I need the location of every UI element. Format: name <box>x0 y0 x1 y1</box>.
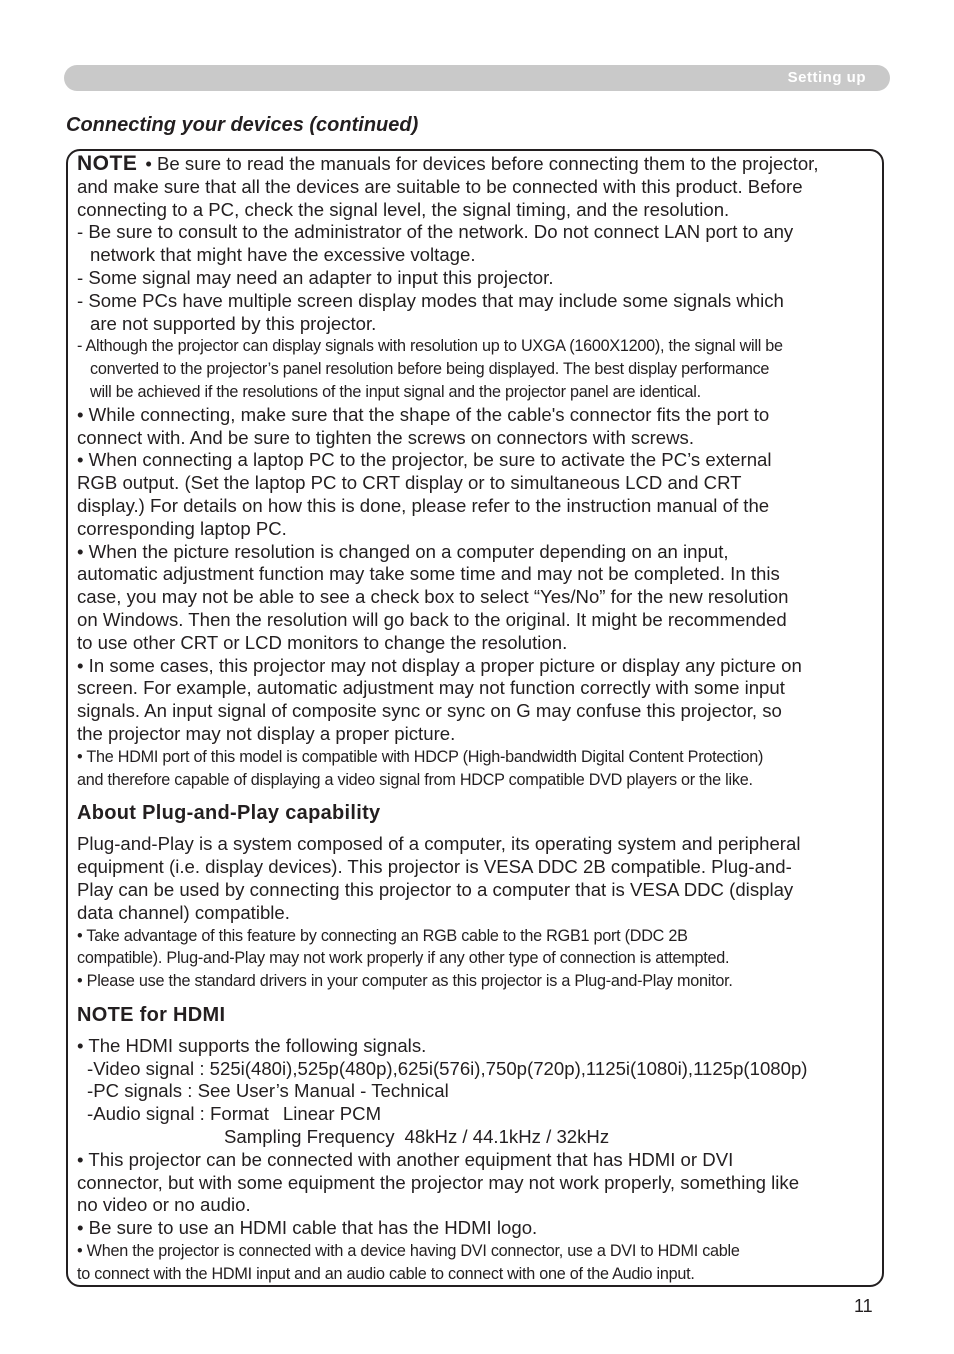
pnp-body-line: Play can be used by connecting this projector to a computer that is VESA DDC (display <box>77 878 794 900</box>
pnp-small-line: • Please use the standard drivers in your computer as this projector is a Plug-and-Play monitor. <box>77 972 733 991</box>
hdmi-bullet-line: connector, but with some equipment the projector may not work properly, something like <box>77 1171 800 1193</box>
hdmi-small-line: • When the projector is connected with a device having DVI connector, use a DVI to HDMI cable <box>77 1242 740 1261</box>
pnp-small-line: compatible). Plug-and-Play may not work properly if any other type of connection is attempted. <box>77 949 730 968</box>
pnp-body-line: data channel) compatible. <box>77 901 290 923</box>
page-number: 11 <box>854 1296 873 1316</box>
bullet-line: display.) For details on how this is done, please refer to the instruction manual of the <box>77 494 770 516</box>
bullet-line: corresponding laptop PC. <box>77 517 287 539</box>
dash-item-cont: network that might have the excessive voltage. <box>90 244 476 266</box>
bullet-line: • When the picture resolution is changed on a computer depending on an input, <box>77 540 729 562</box>
hdmi-sampling: Sampling Frequency 48kHz / 44.1kHz / 32kHz <box>224 1126 610 1148</box>
dash-small-line: - Although the projector can display signals with resolution up to UXGA (1600X1200), the signal will be <box>77 337 783 356</box>
bullet-line: on Windows. Then the resolution will go back to the original. It might be recommended <box>77 608 787 630</box>
note-content <box>77 153 881 1286</box>
bullet-line: • While connecting, make sure that the shape of the cable's connector fits the port to <box>77 403 770 425</box>
bullet-line: automatic adjustment function may take some time and may not be completed. In this <box>77 563 780 585</box>
page-title: Connecting your devices (continued) <box>66 114 419 136</box>
hdmi-bullet-line: no video or no audio. <box>77 1194 251 1216</box>
bullet-line: signals. An input signal of composite sync or sync on G may confuse this projector, so <box>77 700 782 722</box>
hdmi-note-small: • The HDMI port of this model is compatible with HDCP (High-bandwidth Digital Content Protection) <box>77 747 764 766</box>
dash-small-line: will be achieved if the resolutions of the input signal and the projector panel are identical. <box>90 382 701 401</box>
dash-small-line: converted to the projector’s panel resolution before being displayed. The best display performance <box>90 360 770 379</box>
hdmi-pc-signals: -PC signals : See User’s Manual - Technical <box>87 1080 449 1102</box>
pnp-body-line: Plug-and-Play is a system composed of a computer, its operating system and peripheral <box>77 833 801 855</box>
hdmi-bullet-line: • This projector can be connected with another equipment that has HDMI or DVI <box>77 1148 734 1170</box>
hdmi-audio-signal: -Audio signal : Format Linear PCM <box>87 1103 382 1125</box>
hdmi-bullet-line: • Be sure to use an HDMI cable that has the HDMI logo. <box>77 1217 538 1239</box>
bullet-line: case, you may not be able to see a check box to select “Yes/No” for the new resolution <box>77 586 789 608</box>
hdmi-note-small: and therefore capable of displaying a video signal from HDCP compatible DVD players or the like. <box>77 770 753 789</box>
hdmi-small-line: to connect with the HDMI input and an audio cable to connect with one of the Audio input. <box>77 1264 695 1283</box>
bullet-line: the projector may not display a proper picture. <box>77 722 456 744</box>
bullet-line: RGB output. (Set the laptop PC to CRT display or to simultaneous LCD and CRT <box>77 472 742 494</box>
dash-item: - Some PCs have multiple screen display modes that may include some signals which <box>77 289 784 311</box>
bullet-line: screen. For example, automatic adjustment may not function correctly with some input <box>77 677 785 699</box>
bullet-line: • In some cases, this projector may not display a proper picture or display any picture on <box>77 654 802 676</box>
pnp-body-line: equipment (i.e. display devices). This projector is VESA DDC 2B compatible. Plug-and- <box>77 856 792 878</box>
bullet-line: to use other CRT or LCD monitors to change the resolution. <box>77 631 568 653</box>
note-intro-line: connecting to a PC, check the signal level, the signal timing, and the resolution. <box>77 198 730 220</box>
hdmi-heading: NOTE for HDMI <box>77 1003 226 1026</box>
bullet-line: connect with. And be sure to tighten the screws on connectors with screws. <box>77 426 695 448</box>
dash-item: - Some signal may need an adapter to input this projector. <box>77 266 554 288</box>
note-intro-line: NOTE • Be sure to read the manuals for devices before connecting them to the projector, <box>77 152 819 175</box>
hdmi-supports: • The HDMI supports the following signals. <box>77 1034 427 1056</box>
bullet-line: • When connecting a laptop PC to the projector, be sure to activate the PC’s external <box>77 449 772 471</box>
note-intro-line: and make sure that all the devices are suitable to be connected with this product. Before <box>77 175 803 197</box>
pnp-small-line: • Take advantage of this feature by connecting an RGB cable to the RGB1 port (DDC 2B <box>77 926 688 945</box>
pnp-heading: About Plug-and-Play capability <box>77 802 381 825</box>
dash-item: - Be sure to consult to the administrator of the network. Do not connect LAN port to any <box>77 221 794 243</box>
section-label: Setting up <box>787 69 866 86</box>
header-bar <box>64 65 890 91</box>
note-label: NOTE <box>77 152 138 175</box>
hdmi-video-signal: -Video signal : 525i(480i),525p(480p),625i(576i),750p(720p),1125i(1080i),1125p(1080p) <box>87 1057 808 1079</box>
dash-item-cont: are not supported by this projector. <box>90 312 377 334</box>
